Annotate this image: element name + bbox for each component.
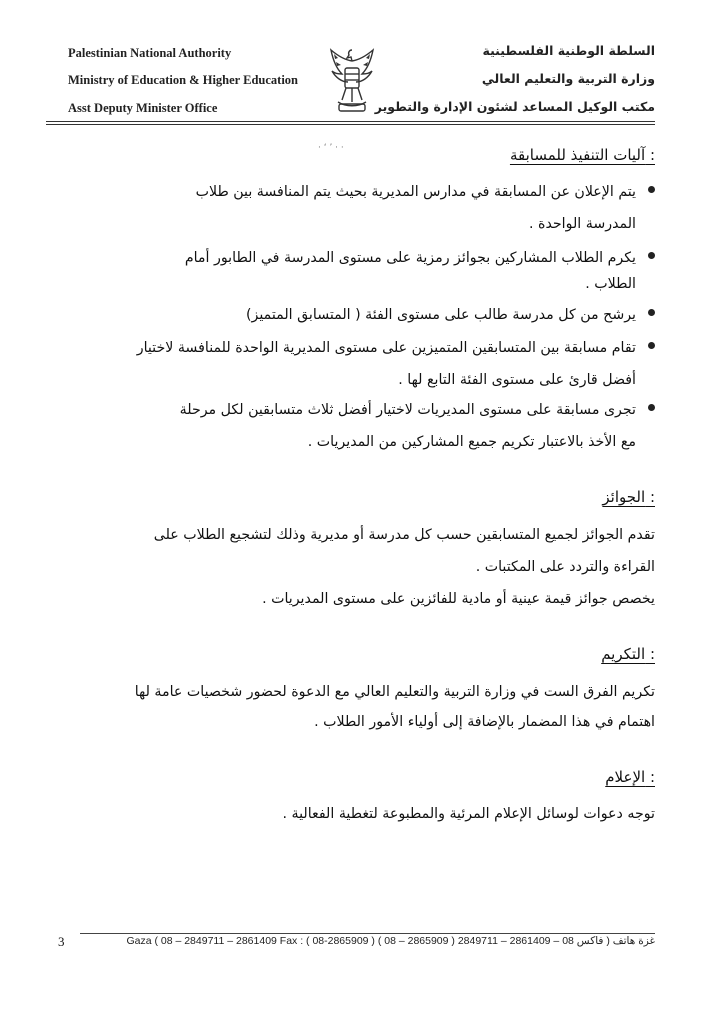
header-english-line-2: Ministry of Education & Higher Education xyxy=(68,73,298,87)
header-arabic-line-1: السلطة الوطنية الفلسطينية xyxy=(482,43,655,58)
bullet-dot xyxy=(648,252,655,259)
prizes-line-1: تقدم الجوائز لجميع المتسابقين حسب كل مدرسة أو مديرية وذلك لتشجيع الطلاب على xyxy=(153,527,655,543)
header-arabic-line-2: وزارة التربية والتعليم العالي xyxy=(481,71,655,86)
mechanisms-bullet-4 xyxy=(137,331,655,366)
bullet-dot xyxy=(648,404,655,411)
bullet-text: يكرم الطلاب المشاركين بجوائز رمزية على مستوى المدرسة في الطابور أمام xyxy=(184,250,636,266)
mechanisms-heading: آليات التنفيذ للمسابقة : xyxy=(509,146,655,164)
mechanisms-bullet-4-cont: أفضل قارئ على مستوى الفئة التابع لها . xyxy=(398,372,636,388)
header-english-line-1: Palestinian National Authority xyxy=(68,46,232,60)
bullet-dot xyxy=(648,342,655,349)
page-number: 3 xyxy=(58,934,65,949)
media-heading: الإعلام : xyxy=(605,768,655,786)
eagle-emblem-icon xyxy=(326,44,378,116)
header-arabic-line-3: مكتب الوكيل المساعد لشئون الإدارة والتطوير xyxy=(374,99,655,114)
prizes-line-2: القراءة والتردد على المكتبات . xyxy=(475,559,655,575)
footer-divider xyxy=(80,933,655,934)
header-divider-thin xyxy=(46,124,655,125)
bullet-text: يتم الإعلان عن المسابقة في مدارس المديرية بحيث يتم المنافسة بين طلاب xyxy=(195,184,636,200)
mechanisms-bullet-5-cont: مع الأخذ بالاعتبار تكريم جميع المشاركين من المديريات . xyxy=(307,434,636,450)
bullet-dot xyxy=(648,186,655,193)
scan-speckle: · ‘ ʼ · · xyxy=(318,143,344,153)
bullet-text: تجرى مسابقة على مستوى المديريات لاختيار أفضل ثلاث متسابقين لكل مرحلة xyxy=(179,402,636,418)
mechanisms-bullet-2-cont: الطلاب . xyxy=(585,276,636,292)
media-line-1: توجه دعوات لوسائل الإعلام المرئية والمطبوعة لتغطية الفعالية . xyxy=(282,806,655,822)
bullet-dot xyxy=(648,309,655,316)
honoring-line-1: تكريم الفرق الست في وزارة التربية والتعليم العالي مع الدعوة لحضور شخصيات عامة لها xyxy=(134,684,655,700)
prizes-line-3: يخصص جوائز قيمة عينية أو مادية للفائزين على مستوى المديريات . xyxy=(262,591,655,607)
mechanisms-bullet-3 xyxy=(246,298,655,333)
header-divider xyxy=(46,121,655,122)
prizes-heading: الجوائز : xyxy=(602,488,655,506)
header-english-line-3: Asst Deputy Minister Office xyxy=(68,101,218,115)
bullet-text: تقام مسابقة بين المتسابقين المتميزين على مستوى المديرية الواحدة للمنافسة لاختيار xyxy=(136,340,636,356)
mechanisms-bullet-1 xyxy=(196,175,655,210)
mechanisms-bullet-5 xyxy=(180,393,655,428)
honoring-heading: التكريم : xyxy=(601,645,655,663)
mechanisms-bullet-1-cont: المدرسة الواحدة . xyxy=(529,216,636,232)
honoring-line-2: اهتمام في هذا المضمار بالإضافة إلى أولياء الأمور الطلاب . xyxy=(314,714,655,730)
bullet-text: يرشح من كل مدرسة طالب على مستوى الفئة ( المتسابق المتميز) xyxy=(245,307,636,323)
footer-contact: Gaza ( 08 – 2849711 – 2861409 Fax : ( 08-2865909 ) ( 08 – 2865909 ) فاكس 08 – 2861409 – 2849711 ) غزة هاتف xyxy=(126,935,655,947)
